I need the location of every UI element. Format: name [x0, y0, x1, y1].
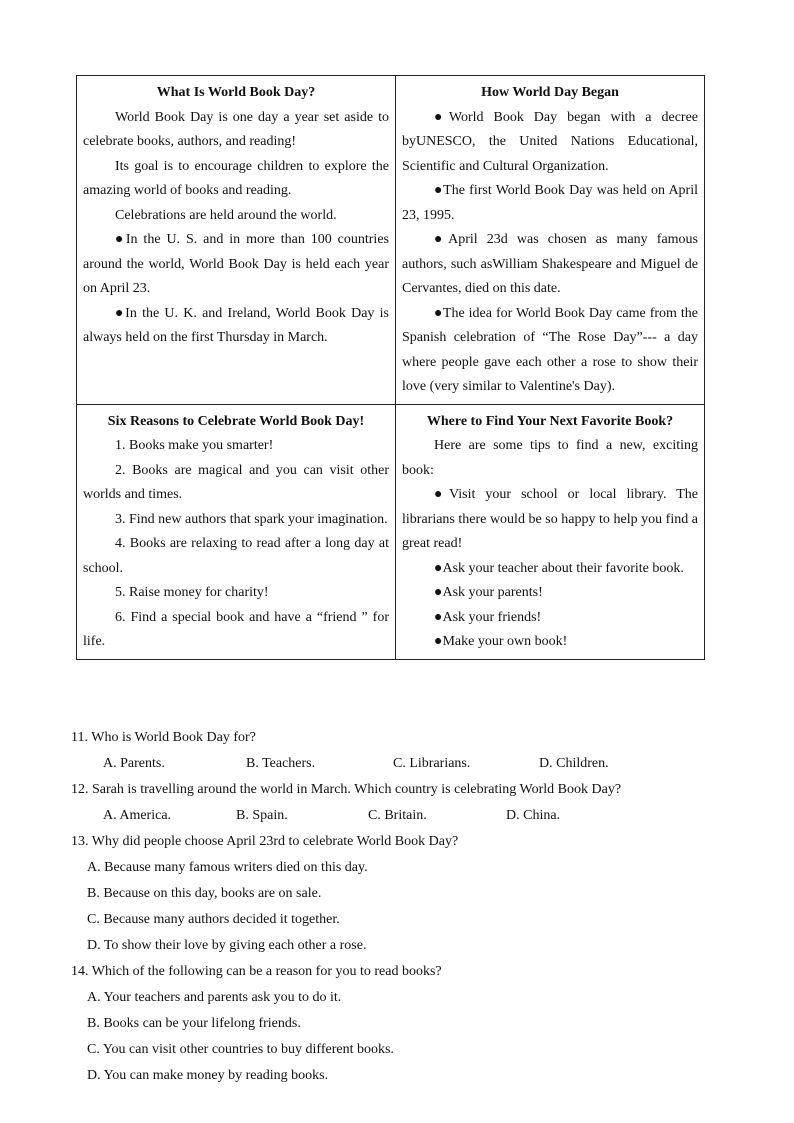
- option-d: D. To show their love by giving each other a rose.: [87, 938, 367, 953]
- cell-paragraph: 5. Raise money for charity!: [115, 585, 269, 600]
- cell-paragraph: 3. Find new authors that spark your imagination.: [115, 511, 388, 527]
- question-stem: 13. Why did people choose April 23rd to celebrate World Book Day?: [71, 834, 459, 849]
- cell-what-is-world-book-day: [77, 76, 396, 405]
- question-12: [71, 777, 731, 829]
- option-d: D. China.: [506, 808, 561, 823]
- cell-paragraph: ●In the U. S. and in more than 100 countries around the world, World Book Day is held each year on April 23.: [83, 232, 389, 296]
- cell-paragraph: ●Ask your friends!: [434, 609, 542, 625]
- cell-title: Six Reasons to Celebrate World Book Day!: [107, 413, 365, 429]
- cell-paragraph: ●In the U. K. and Ireland, World Book Day is always held on the first Thursday in March.: [83, 305, 389, 345]
- reading-table: [76, 75, 705, 660]
- questions-section: [71, 725, 731, 1089]
- option-b: B. Teachers.: [246, 756, 316, 771]
- option-a: A. Your teachers and parents ask you to do it.: [87, 990, 342, 1005]
- cell-paragraph: ●Make your own book!: [434, 634, 568, 649]
- cell-paragraph: ●World Book Day began with a decree byUNESCO, the United Nations Educational, Scientific and Cultural Organization.: [402, 109, 698, 174]
- cell-paragraph: ●Visit your school or local library. The librarians there would be so happy to help you find a great read!: [402, 487, 698, 551]
- cell-where-to-find: [396, 404, 705, 659]
- cell-paragraph: 1. Books make you smarter!: [115, 438, 274, 453]
- cell-paragraph: ●The first World Book Day was held on April 23, 1995.: [402, 183, 698, 223]
- cell-paragraph: 4. Books are relaxing to read after a long day at school.: [83, 536, 389, 576]
- option-row: [71, 751, 731, 777]
- question-13: [71, 829, 731, 959]
- cell-title: How World Day Began: [481, 85, 619, 100]
- option-c: C. Because many authors decided it together.: [87, 912, 340, 927]
- cell-paragraph: 2. Books are magical and you can visit other worlds and times.: [83, 462, 389, 502]
- option-a: A. America.: [103, 808, 172, 823]
- option-d: D. Children.: [539, 756, 609, 771]
- cell-paragraph: ●Ask your teacher about their favorite book.: [434, 560, 684, 576]
- table-row: [77, 76, 705, 405]
- option-b: B. Spain.: [236, 808, 288, 823]
- question-stem: 11. Who is World Book Day for?: [71, 730, 256, 745]
- option-b: B. Books can be your lifelong friends.: [87, 1016, 301, 1031]
- option-b: B. Because on this day, books are on sale.: [87, 886, 322, 901]
- option-a: A. Because many famous writers died on this day.: [87, 860, 368, 875]
- cell-paragraph: ●April 23d was chosen as many famous authors, such asWilliam Shakespeare and Miguel de Cervantes, died on this date.: [402, 232, 698, 296]
- cell-paragraph: Celebrations are held around the world.: [115, 207, 337, 223]
- question-14: [71, 959, 731, 1089]
- cell-paragraph: World Book Day is one day a year set aside to celebrate books, authors, and reading!: [83, 109, 389, 149]
- option-a: A. Parents.: [103, 756, 165, 771]
- cell-paragraph: Its goal is to encourage children to explore the amazing world of books and reading.: [83, 158, 389, 198]
- table-row: [77, 404, 705, 659]
- cell-paragraph: ●Ask your parents!: [434, 585, 543, 600]
- cell-how-world-day-began: [396, 76, 705, 405]
- cell-paragraph: ●The idea for World Book Day came from the Spanish celebration of “The Rose Day”--- a day where people gave each other a rose to show their love (very similar to Valentine's Day).: [402, 305, 698, 394]
- question-stem: 12. Sarah is travelling around the world in March. Which country is celebrating World Book Day?: [71, 782, 622, 797]
- question-11: [71, 725, 731, 777]
- cell-paragraph: Here are some tips to find a new, exciting book:: [402, 438, 698, 478]
- cell-six-reasons: [77, 404, 396, 659]
- option-c: C. You can visit other countries to buy different books.: [87, 1042, 394, 1057]
- cell-paragraph: 6. Find a special book and have a “friend ” for life.: [83, 609, 389, 649]
- option-d: D. You can make money by reading books.: [87, 1068, 329, 1083]
- question-stem: 14. Which of the following can be a reason for you to read books?: [71, 964, 442, 979]
- option-row: [71, 803, 731, 829]
- option-c: C. Britain.: [368, 808, 427, 823]
- option-c: C. Librarians.: [393, 756, 471, 771]
- cell-title: What Is World Book Day?: [156, 85, 316, 100]
- cell-title: Where to Find Your Next Favorite Book?: [426, 413, 674, 429]
